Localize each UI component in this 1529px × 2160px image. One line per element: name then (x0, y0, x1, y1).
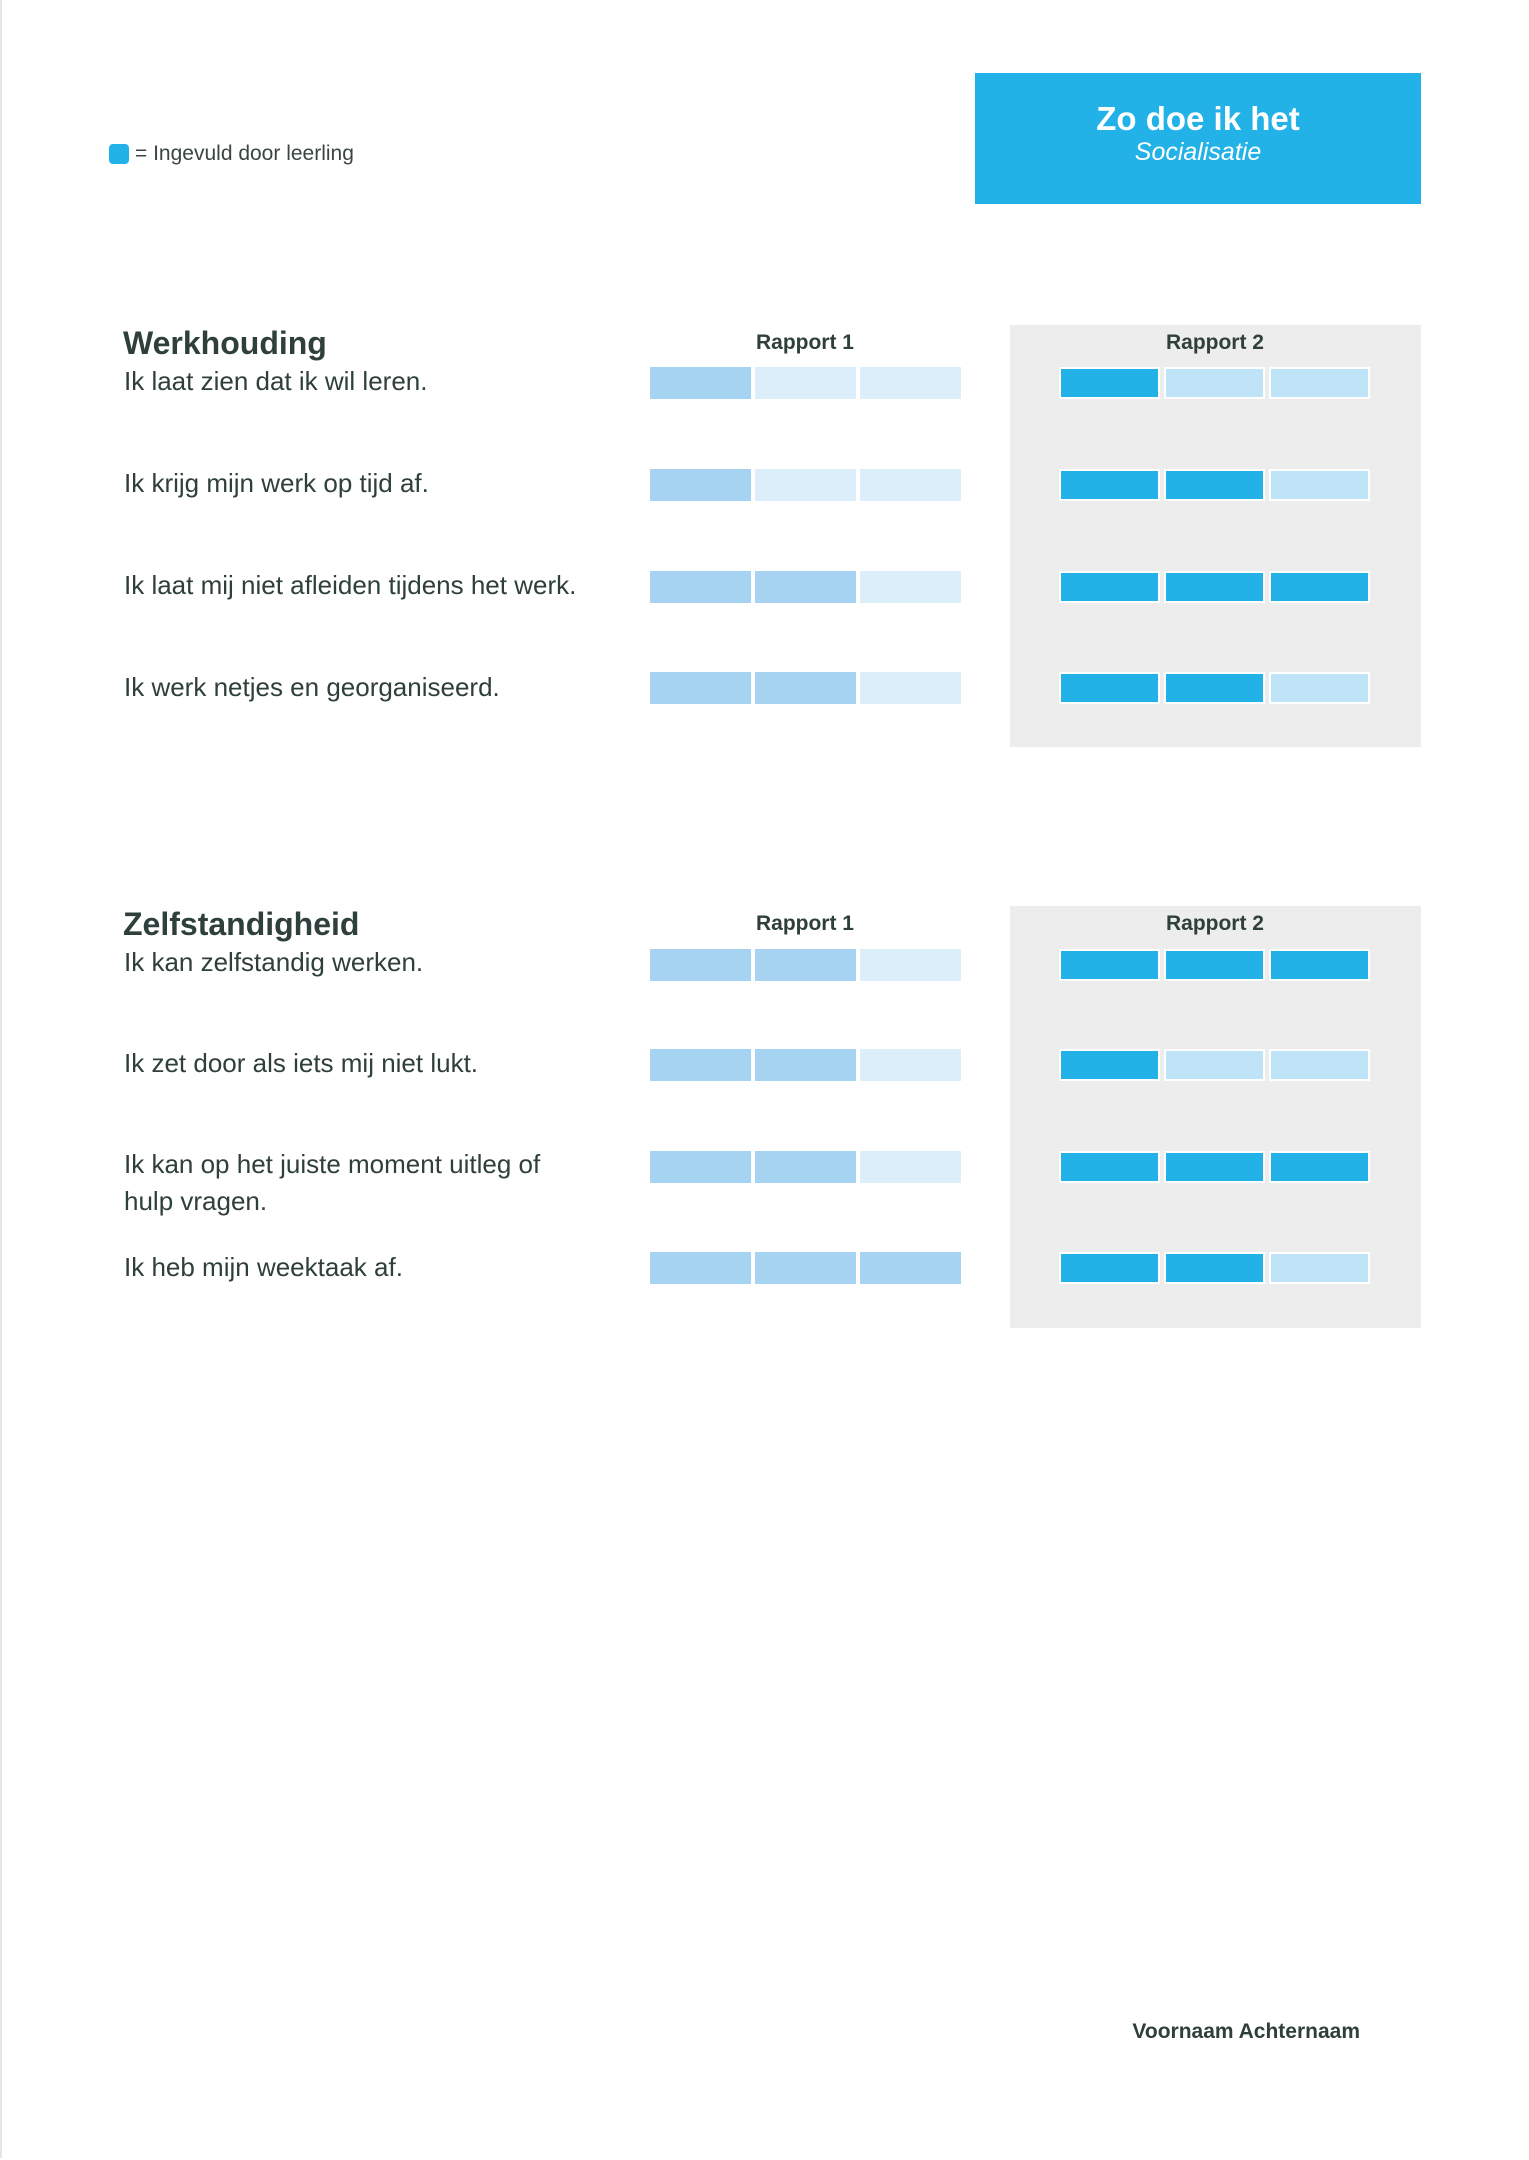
rating-segment (650, 672, 751, 704)
rating-segment (650, 1252, 751, 1284)
legend-label: = Ingevuld door leerling (135, 142, 354, 165)
rating-segment (1059, 1049, 1160, 1081)
student-name: Voornaam Achternaam (1132, 2020, 1360, 2043)
header-box (975, 73, 1421, 204)
rating-segment (755, 1252, 856, 1284)
item-text: Ik zet door als iets mij niet lukt. (124, 1048, 479, 1078)
rating-segment (860, 1252, 961, 1284)
rating-segment (1059, 672, 1160, 704)
rating-segment (860, 672, 961, 704)
rapport1-rating (650, 367, 961, 399)
rapport1-rating (650, 1049, 961, 1081)
rating-segment (755, 367, 856, 399)
legend-swatch (109, 144, 129, 164)
rating-segment (1059, 571, 1160, 603)
rating-segment (860, 367, 961, 399)
rapport1-rating (650, 672, 961, 704)
rating-segment (1269, 1252, 1370, 1284)
rapport2-header: Rapport 2 (1165, 912, 1264, 935)
rating-segment (755, 949, 856, 981)
rating-segment (1164, 1252, 1265, 1284)
rating-segment (650, 469, 751, 501)
rating-segment (1164, 672, 1265, 704)
rating-segment (1269, 367, 1370, 399)
item-text: Ik heb mijn weektaak af. (124, 1252, 403, 1282)
rating-segment (1059, 1151, 1160, 1183)
item-text: Ik laat zien dat ik wil leren. (124, 366, 428, 396)
header-subtitle: Socialisatie (1134, 138, 1262, 166)
rating-segment (755, 1049, 856, 1081)
rating-segment (1269, 1049, 1370, 1081)
rating-segment (860, 1151, 961, 1183)
rating-segment (650, 1151, 751, 1183)
item-text: Ik werk netjes en georganiseerd. (124, 672, 500, 702)
rapport1-rating (650, 469, 961, 501)
rapport2-rating (1059, 672, 1370, 704)
rapport2-rating (1059, 1252, 1370, 1284)
rating-segment (860, 949, 961, 981)
rating-segment (1164, 571, 1265, 603)
rating-segment (860, 1049, 961, 1081)
rapport2-rating (1059, 1151, 1370, 1183)
rating-segment (1269, 672, 1370, 704)
rating-segment (1269, 571, 1370, 603)
rapport2-rating (1059, 469, 1370, 501)
section-title: Zelfstandigheid (123, 906, 360, 942)
section-title: Werkhouding (123, 325, 327, 361)
rapport1-header: Rapport 1 (755, 912, 854, 935)
rapport2-rating (1059, 571, 1370, 603)
rating-segment (860, 469, 961, 501)
rapport2-rating (1059, 949, 1370, 981)
item-text: Ik krijg mijn werk op tijd af. (124, 468, 429, 498)
rating-segment (1269, 949, 1370, 981)
legend (109, 142, 354, 166)
rapport1-rating (650, 571, 961, 603)
rapport2-header: Rapport 2 (1165, 331, 1264, 354)
rating-segment (650, 367, 751, 399)
rating-segment (1059, 949, 1160, 981)
rapport1-rating (650, 1252, 961, 1284)
rating-segment (650, 571, 751, 603)
rating-segment (1059, 367, 1160, 399)
rating-segment (1269, 1151, 1370, 1183)
rating-segment (1164, 1151, 1265, 1183)
rating-segment (1269, 469, 1370, 501)
rating-segment (650, 949, 751, 981)
item-text: Ik kan op het juiste moment uitleg of hulp vragen. (124, 1149, 541, 1216)
rating-segment (1059, 1252, 1160, 1284)
rating-segment (1164, 1049, 1265, 1081)
rating-segment (860, 571, 961, 603)
rating-segment (1059, 469, 1160, 501)
item-text: Ik laat mij niet afleiden tijdens het werk. (124, 570, 577, 600)
rating-segment (1164, 469, 1265, 501)
rapport2-rating (1059, 1049, 1370, 1081)
rating-segment (755, 1151, 856, 1183)
rating-segment (650, 1049, 751, 1081)
rapport1-rating (650, 1151, 961, 1183)
rating-segment (1164, 949, 1265, 981)
rating-segment (1164, 367, 1265, 399)
rapport1-rating (650, 949, 961, 981)
header-title: Zo doe ik het (1096, 100, 1300, 137)
rating-segment (755, 672, 856, 704)
rapport1-header: Rapport 1 (755, 331, 854, 354)
rating-segment (755, 571, 856, 603)
rapport2-rating (1059, 367, 1370, 399)
rating-segment (755, 469, 856, 501)
item-text: Ik kan zelfstandig werken. (124, 947, 424, 977)
